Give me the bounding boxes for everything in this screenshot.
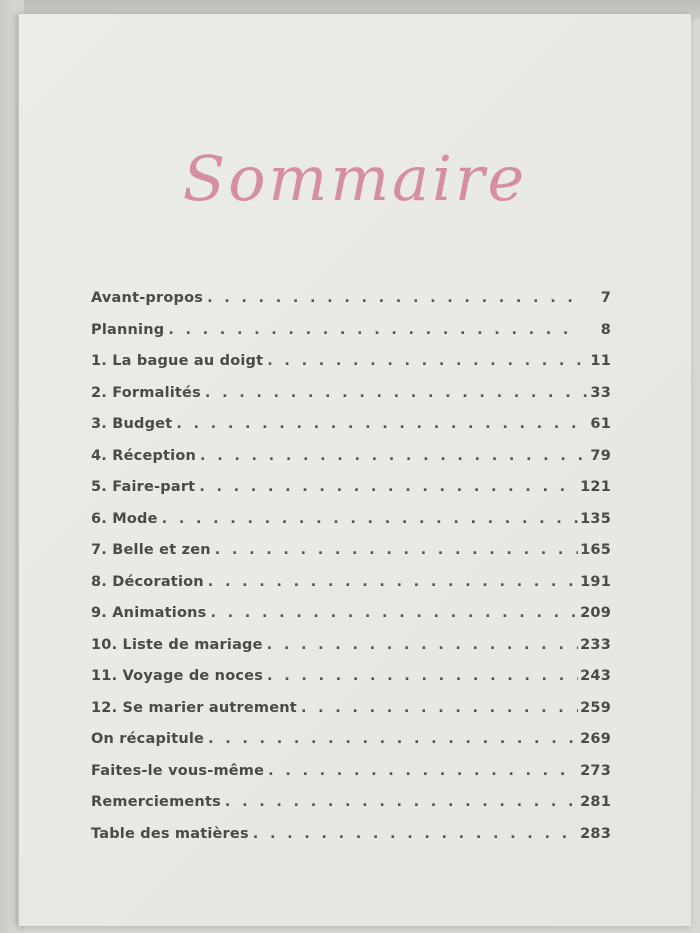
toc-entry-label: 10. Liste de mariage <box>91 636 263 653</box>
toc-entry-label: 12. Se marier autrement <box>91 699 297 716</box>
toc-entry <box>91 794 611 826</box>
toc-entry-label: 1. La bague au doigt <box>91 353 264 369</box>
table-of-contents <box>91 290 611 857</box>
dot-leader <box>208 731 578 747</box>
dot-leader <box>200 448 587 464</box>
dot-leader <box>267 637 578 653</box>
dot-leader <box>267 668 578 684</box>
toc-entry <box>91 826 611 858</box>
dot-leader <box>205 385 587 401</box>
toc-entry <box>91 668 611 700</box>
toc-entry-label: 11. Voyage de noces <box>91 668 264 684</box>
toc-entry-page: 61 <box>590 416 611 432</box>
toc-entry <box>91 290 611 322</box>
toc-entry-page: 8 <box>600 321 611 338</box>
toc-entry <box>91 448 611 480</box>
dot-leader <box>301 700 578 716</box>
toc-entry-label: On récapitule <box>91 731 205 747</box>
dot-leader <box>162 511 578 527</box>
toc-entry-label: 8. Décoration <box>91 573 204 590</box>
dot-leader <box>176 416 587 432</box>
toc-entry-label: 5. Faire-part <box>91 479 196 495</box>
toc-entry-label: 4. Réception <box>91 447 197 464</box>
toc-entry <box>91 353 611 385</box>
toc-entry-page: 259 <box>580 699 611 716</box>
toc-entry-label: 6. Mode <box>91 510 158 527</box>
toc-entry-page: 233 <box>580 636 611 653</box>
toc-entry <box>91 574 611 606</box>
toc-entry-page: 209 <box>580 605 611 621</box>
toc-entry <box>91 605 611 637</box>
toc-entry-label: 7. Belle et zen <box>91 542 211 558</box>
dot-leader <box>215 542 578 558</box>
toc-entry <box>91 479 611 511</box>
toc-entry-label: 9. Animations <box>91 605 207 621</box>
toc-entry-page: 243 <box>580 668 611 684</box>
toc-entry <box>91 511 611 543</box>
dot-leader <box>225 794 578 810</box>
toc-entry-page: 281 <box>580 794 611 810</box>
dot-leader <box>253 826 578 842</box>
toc-entry-page: 191 <box>580 573 611 590</box>
toc-entry-page: 283 <box>580 825 611 842</box>
toc-entry-label: Faites-le vous-même <box>91 762 265 779</box>
toc-entry-page: 165 <box>580 542 611 558</box>
toc-entry-page: 269 <box>580 731 611 747</box>
dot-leader <box>208 574 578 590</box>
toc-entry-label: 2. Formalités <box>91 384 201 401</box>
toc-entry-page: 7 <box>600 290 611 306</box>
dot-leader <box>268 763 578 779</box>
toc-entry-label: Avant-propos <box>91 290 204 306</box>
toc-entry-label: Remerciements <box>91 794 221 810</box>
toc-entry-label: Planning <box>91 321 165 338</box>
dot-leader <box>267 353 587 369</box>
toc-entry-page: 273 <box>580 762 611 779</box>
toc-entry-page: 11 <box>590 353 611 369</box>
dot-leader <box>207 290 579 306</box>
dot-leader <box>210 605 578 621</box>
toc-entry-page: 121 <box>580 479 611 495</box>
page-title: Sommaire <box>182 142 528 215</box>
book-page <box>18 14 691 926</box>
toc-entry-page: 135 <box>580 510 611 527</box>
toc-entry <box>91 700 611 732</box>
toc-entry-page: 33 <box>590 384 611 401</box>
toc-entry-label: 3. Budget <box>91 416 173 432</box>
toc-entry-label: Table des matières <box>91 825 249 842</box>
toc-entry <box>91 322 611 354</box>
toc-entry <box>91 731 611 763</box>
toc-entry-page: 79 <box>590 447 611 464</box>
toc-entry <box>91 416 611 448</box>
toc-entry <box>91 763 611 795</box>
toc-entry <box>91 637 611 669</box>
dot-leader <box>168 322 579 338</box>
toc-entry <box>91 542 611 574</box>
dot-leader <box>199 479 578 495</box>
toc-entry <box>91 385 611 417</box>
